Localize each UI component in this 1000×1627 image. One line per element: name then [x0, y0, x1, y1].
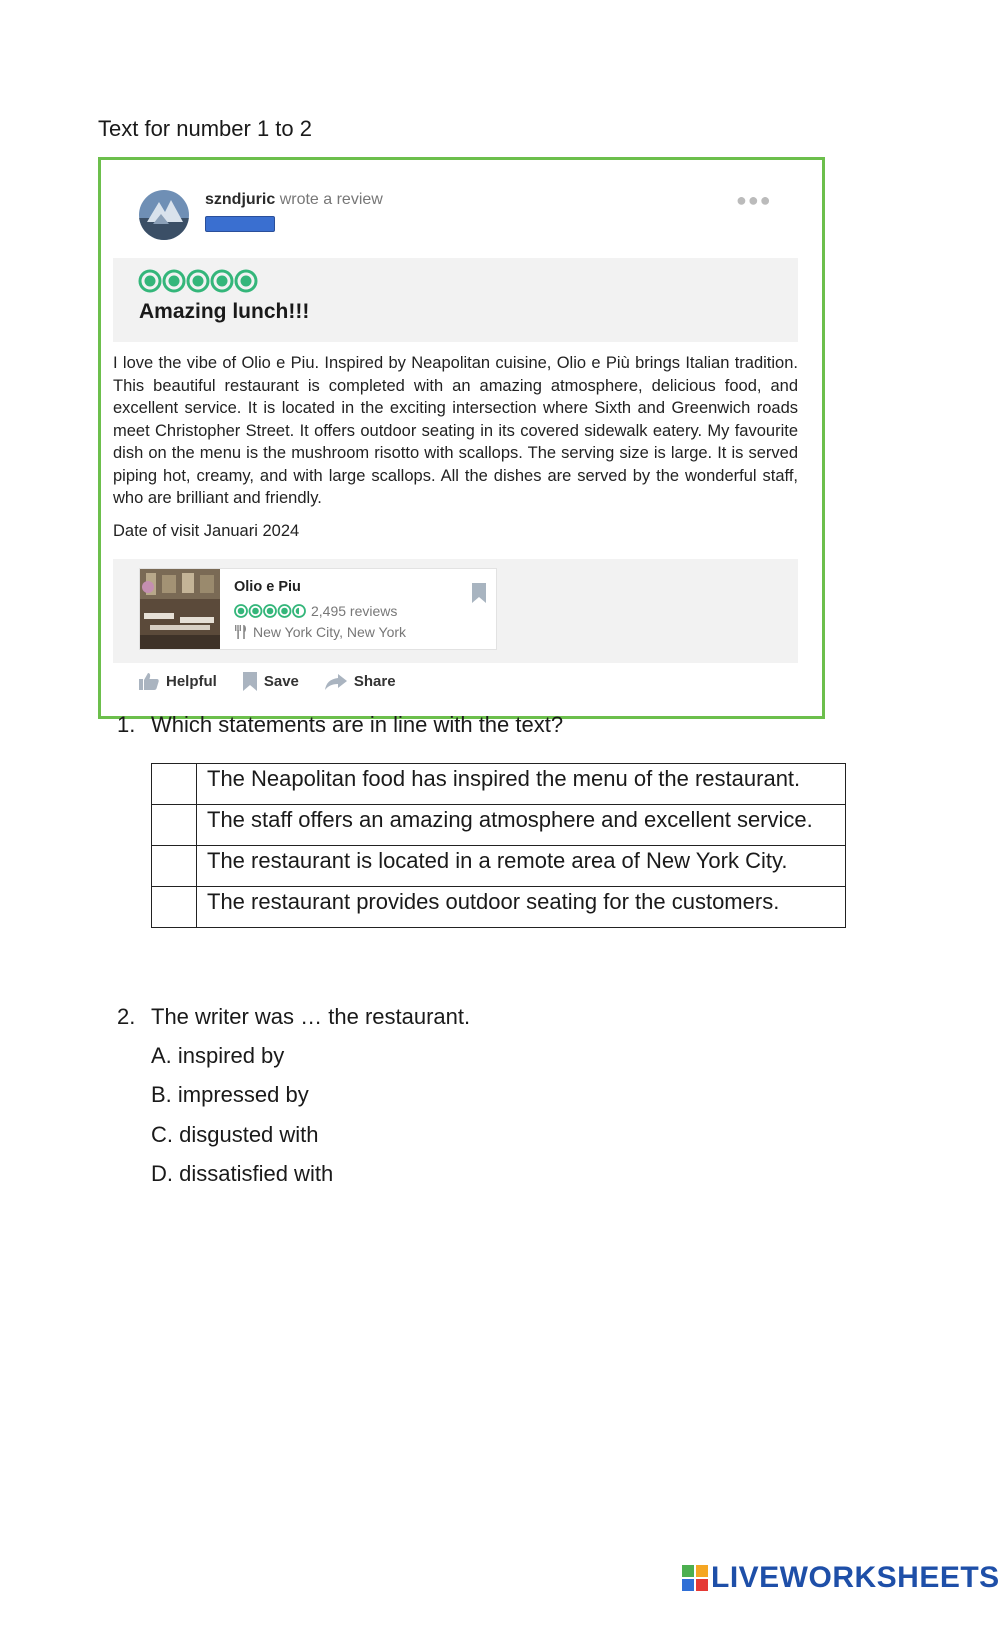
- ellipsis-icon[interactable]: ●●●: [736, 190, 772, 210]
- statement-checkbox[interactable]: [152, 764, 197, 805]
- restaurant-photo[interactable]: [140, 569, 220, 649]
- thumbs-up-icon: [139, 673, 159, 690]
- statements-table: [151, 763, 846, 928]
- question-2-text: The writer was … the restaurant.: [151, 1004, 471, 1029]
- reviewer-line: [205, 191, 383, 209]
- bubble-3: [188, 271, 208, 291]
- statement-text: The staff offers an amazing atmosphere and excellent service.: [197, 805, 846, 846]
- liveworksheets-logo: [682, 1561, 1000, 1595]
- mini-bubble-5-half: [293, 605, 305, 617]
- reviewer-action: wrote a review: [279, 191, 383, 208]
- bookmark-icon: [243, 672, 257, 691]
- share-button[interactable]: Share: [325, 672, 396, 691]
- save-button[interactable]: Save: [243, 672, 299, 691]
- statement-checkbox[interactable]: [152, 805, 197, 846]
- question-1-number: 1.: [117, 712, 136, 737]
- option-c[interactable]: C. disgusted with: [151, 1122, 319, 1147]
- reviewer-avatar[interactable]: [139, 190, 189, 240]
- helpful-button[interactable]: Helpful: [139, 672, 217, 691]
- place-location: New York City, New York: [253, 624, 407, 640]
- review-body: I love the vibe of Olio e Piu. Inspired by Neapolitan cuisine, Olio e Più brings Italian tradition. This beautiful restaurant is completed with an amazing atmosphere, delicious food, and excellent service. It is located in the exciting intersection where Sixth and Greenwich roads meet Christopher Street. It offers outdoor seating in its covered sidewalk eatery. My favourite dish on the menu is the mushroom risotto with scallops. The serving size is large. It is served piping hot, creamy, and with large scallops. All the dishes are served by the wonderful staff, who are brilliant and friendly.: [113, 354, 798, 507]
- bubble-1: [140, 271, 160, 291]
- statement-checkbox[interactable]: [152, 846, 197, 887]
- bookmark-icon[interactable]: [472, 583, 486, 608]
- question-1-text: Which statements are in line with the text?: [151, 712, 564, 737]
- place-name[interactable]: Olio e Piu: [234, 579, 301, 595]
- place-rating: [234, 603, 397, 619]
- review-actions: [139, 672, 396, 691]
- statement-text: The restaurant is located in a remote area of New York City.: [197, 846, 846, 887]
- place-location-row: [234, 624, 406, 640]
- statement-row: [152, 764, 846, 805]
- statement-row: [152, 887, 846, 928]
- statement-text: The restaurant provides outdoor seating for the customers.: [197, 887, 846, 928]
- statement-row: [152, 805, 846, 846]
- review-title: Amazing lunch!!!: [139, 300, 310, 323]
- place-review-count[interactable]: 2,495 reviews: [311, 603, 398, 619]
- date-of-visit: Date of visit Januari 2024: [113, 522, 300, 540]
- rating-bubbles: [138, 268, 260, 299]
- rating-panel: [113, 258, 798, 342]
- place-panel: [113, 559, 798, 663]
- statement-checkbox[interactable]: [152, 887, 197, 928]
- bubble-4: [212, 271, 232, 291]
- mini-bubble-3: [264, 605, 276, 617]
- contributor-badge: [205, 216, 275, 232]
- logo-text: LIVEWORKSHEETS: [711, 1561, 1000, 1594]
- place-rating-bubbles: [234, 604, 306, 618]
- bubble-2: [164, 271, 184, 291]
- option-d[interactable]: D. dissatisfied with: [151, 1161, 334, 1186]
- place-card[interactable]: [139, 568, 497, 650]
- mini-bubble-4: [279, 605, 291, 617]
- fork-knife-icon: [234, 625, 247, 639]
- option-b[interactable]: B. impressed by: [151, 1082, 309, 1107]
- bubble-5: [236, 271, 256, 291]
- intro-text: Text for number 1 to 2: [98, 116, 312, 141]
- logo-grid-icon: [682, 1565, 708, 1591]
- share-arrow-icon: [325, 674, 347, 690]
- option-a[interactable]: A. inspired by: [151, 1043, 285, 1068]
- mini-bubble-1: [235, 605, 247, 617]
- review-card: [98, 157, 825, 719]
- question-2-number: 2.: [117, 1004, 136, 1029]
- mini-bubble-2: [250, 605, 262, 617]
- statement-text: The Neapolitan food has inspired the menu of the restaurant.: [197, 764, 846, 805]
- reviewer-name[interactable]: szndjuric: [205, 191, 276, 208]
- statement-row: [152, 846, 846, 887]
